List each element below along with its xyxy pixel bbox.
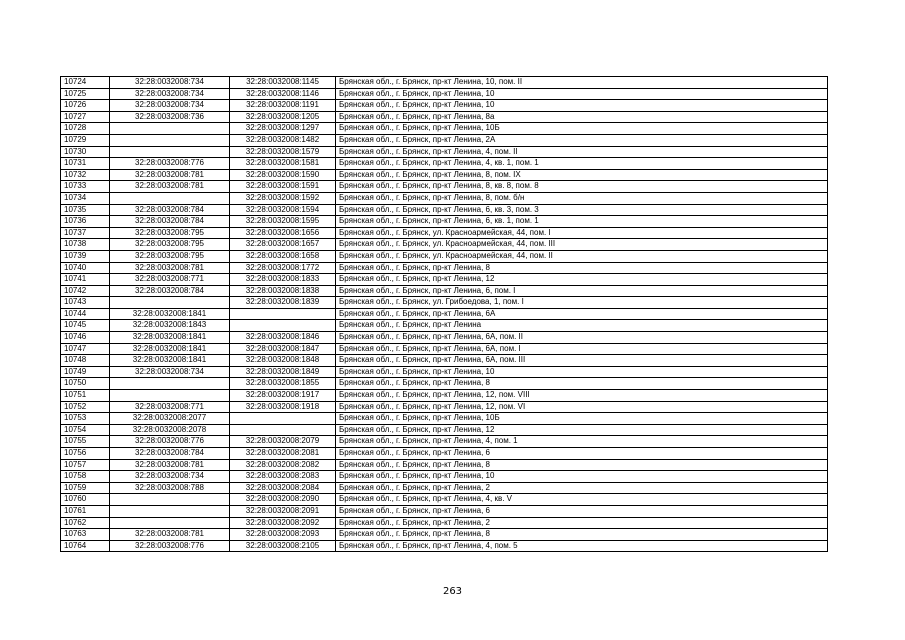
address-cell: Брянская обл., г. Брянск, пр-кт Ленина, 8 [336, 262, 828, 274]
parcel-number-cell: 32:28:0032008:781 [110, 169, 230, 181]
parcel-number-cell: 32:28:0032008:1843 [110, 320, 230, 332]
address-cell: Брянская обл., г. Брянск, пр-кт Ленина, 12 [336, 424, 828, 436]
table-row [61, 227, 828, 239]
object-number-cell [230, 413, 336, 425]
table-row [61, 401, 828, 413]
parcel-number-cell: 32:28:0032008:1841 [110, 355, 230, 367]
object-number-cell: 32:28:0032008:1594 [230, 204, 336, 216]
parcel-number-cell: 32:28:0032008:784 [110, 448, 230, 460]
address-cell: Брянская обл., г. Брянск, пр-кт Ленина, 10 [336, 366, 828, 378]
table-row [61, 459, 828, 471]
parcel-number-cell: 32:28:0032008:795 [110, 239, 230, 251]
registry-table [60, 76, 828, 552]
row-number-cell: 10761 [61, 505, 110, 517]
address-cell: Брянская обл., г. Брянск, пр-кт Ленина, 4, кв. V [336, 494, 828, 506]
table-row [61, 250, 828, 262]
row-number-cell: 10762 [61, 517, 110, 529]
parcel-number-cell: 32:28:0032008:776 [110, 436, 230, 448]
registry-table-body [61, 77, 828, 552]
row-number-cell: 10749 [61, 366, 110, 378]
table-row [61, 378, 828, 390]
parcel-number-cell [110, 494, 230, 506]
table-row [61, 343, 828, 355]
address-cell: Брянская обл., г. Брянск, пр-кт Ленина, 10 [336, 100, 828, 112]
table-row [61, 262, 828, 274]
address-cell: Брянская обл., г. Брянск, пр-кт Ленина, 8 [336, 529, 828, 541]
row-number-cell: 10757 [61, 459, 110, 471]
row-number-cell: 10746 [61, 332, 110, 344]
address-cell: Брянская обл., г. Брянск, пр-кт Ленина, 8, кв. 8, пом. 8 [336, 181, 828, 193]
table-row [61, 320, 828, 332]
parcel-number-cell: 32:28:0032008:784 [110, 285, 230, 297]
table-row [61, 297, 828, 309]
row-number-cell: 10736 [61, 216, 110, 228]
table-row [61, 192, 828, 204]
parcel-number-cell [110, 192, 230, 204]
object-number-cell: 32:28:0032008:1772 [230, 262, 336, 274]
object-number-cell: 32:28:0032008:1205 [230, 111, 336, 123]
address-cell: Брянская обл., г. Брянск, ул. Красноармейская, 44, пом. III [336, 239, 828, 251]
parcel-number-cell: 32:28:0032008:781 [110, 459, 230, 471]
object-number-cell [230, 424, 336, 436]
row-number-cell: 10737 [61, 227, 110, 239]
object-number-cell: 32:28:0032008:1591 [230, 181, 336, 193]
address-cell: Брянская обл., г. Брянск, пр-кт Ленина, 6, пом. I [336, 285, 828, 297]
table-row [61, 274, 828, 286]
address-cell: Брянская обл., г. Брянск, пр-кт Ленина, 4, кв. 1, пом. 1 [336, 158, 828, 170]
address-cell: Брянская обл., г. Брянск, пр-кт Ленина [336, 320, 828, 332]
table-row [61, 540, 828, 552]
parcel-number-cell: 32:28:0032008:734 [110, 88, 230, 100]
address-cell: Брянская обл., г. Брянск, пр-кт Ленина, 4, пом. 1 [336, 436, 828, 448]
object-number-cell: 32:28:0032008:1658 [230, 250, 336, 262]
table-row [61, 77, 828, 89]
parcel-number-cell: 32:28:0032008:1841 [110, 332, 230, 344]
address-cell: Брянская обл., г. Брянск, пр-кт Ленина, 8, пом. б/н [336, 192, 828, 204]
table-row [61, 204, 828, 216]
table-row [61, 517, 828, 529]
parcel-number-cell: 32:28:0032008:1841 [110, 308, 230, 320]
row-number-cell: 10756 [61, 448, 110, 460]
object-number-cell: 32:28:0032008:1595 [230, 216, 336, 228]
object-number-cell: 32:28:0032008:1590 [230, 169, 336, 181]
address-cell: Брянская обл., г. Брянск, пр-кт Ленина, 10 [336, 88, 828, 100]
object-number-cell: 32:28:0032008:1846 [230, 332, 336, 344]
object-number-cell: 32:28:0032008:1917 [230, 390, 336, 402]
table-row [61, 390, 828, 402]
row-number-cell: 10735 [61, 204, 110, 216]
table-row [61, 216, 828, 228]
address-cell: Брянская обл., г. Брянск, пр-кт Ленина, 10 [336, 471, 828, 483]
table-row [61, 332, 828, 344]
parcel-number-cell: 32:28:0032008:784 [110, 204, 230, 216]
address-cell: Брянская обл., г. Брянск, пр-кт Ленина, 8 [336, 459, 828, 471]
row-number-cell: 10748 [61, 355, 110, 367]
object-number-cell: 32:28:0032008:2090 [230, 494, 336, 506]
parcel-number-cell: 32:28:0032008:784 [110, 216, 230, 228]
address-cell: Брянская обл., г. Брянск, ул. Красноармейская, 44, пом. I [336, 227, 828, 239]
row-number-cell: 10764 [61, 540, 110, 552]
row-number-cell: 10750 [61, 378, 110, 390]
address-cell: Брянская обл., г. Брянск, пр-кт Ленина, 2 [336, 517, 828, 529]
table-row [61, 88, 828, 100]
object-number-cell: 32:28:0032008:1839 [230, 297, 336, 309]
parcel-number-cell: 32:28:0032008:1841 [110, 343, 230, 355]
table-row [61, 100, 828, 112]
address-cell: Брянская обл., г. Брянск, пр-кт Ленина, 8а [336, 111, 828, 123]
address-cell: Брянская обл., г. Брянск, пр-кт Ленина, 12 [336, 274, 828, 286]
row-number-cell: 10727 [61, 111, 110, 123]
address-cell: Брянская обл., г. Брянск, пр-кт Ленина, 6 [336, 505, 828, 517]
address-cell: Брянская обл., г. Брянск, ул. Грибоедова, 1, пом. I [336, 297, 828, 309]
table-row [61, 436, 828, 448]
object-number-cell: 32:28:0032008:1847 [230, 343, 336, 355]
address-cell: Брянская обл., г. Брянск, пр-кт Ленина, 12, пом. VIII [336, 390, 828, 402]
object-number-cell: 32:28:0032008:1581 [230, 158, 336, 170]
parcel-number-cell [110, 297, 230, 309]
row-number-cell: 10731 [61, 158, 110, 170]
row-number-cell: 10745 [61, 320, 110, 332]
table-row [61, 146, 828, 158]
row-number-cell: 10744 [61, 308, 110, 320]
parcel-number-cell: 32:28:0032008:795 [110, 227, 230, 239]
row-number-cell: 10725 [61, 88, 110, 100]
row-number-cell: 10726 [61, 100, 110, 112]
parcel-number-cell: 32:28:0032008:736 [110, 111, 230, 123]
parcel-number-cell: 32:28:0032008:734 [110, 366, 230, 378]
object-number-cell: 32:28:0032008:1592 [230, 192, 336, 204]
parcel-number-cell: 32:28:0032008:734 [110, 77, 230, 89]
address-cell: Брянская обл., г. Брянск, пр-кт Ленина, 6, кв. 1, пом. 1 [336, 216, 828, 228]
address-cell: Брянская обл., г. Брянск, пр-кт Ленина, 10Б [336, 123, 828, 135]
table-row [61, 111, 828, 123]
table-row [61, 494, 828, 506]
parcel-number-cell [110, 390, 230, 402]
object-number-cell: 32:28:0032008:2083 [230, 471, 336, 483]
row-number-cell: 10733 [61, 181, 110, 193]
table-row [61, 424, 828, 436]
row-number-cell: 10729 [61, 134, 110, 146]
parcel-number-cell [110, 134, 230, 146]
address-cell: Брянская обл., г. Брянск, пр-кт Ленина, 10, пом. II [336, 77, 828, 89]
address-cell: Брянская обл., г. Брянск, ул. Красноармейская, 44, пом. II [336, 250, 828, 262]
object-number-cell: 32:28:0032008:1849 [230, 366, 336, 378]
row-number-cell: 10741 [61, 274, 110, 286]
object-number-cell: 32:28:0032008:2081 [230, 448, 336, 460]
object-number-cell: 32:28:0032008:1848 [230, 355, 336, 367]
address-cell: Брянская обл., г. Брянск, пр-кт Ленина, 4, пом. 5 [336, 540, 828, 552]
object-number-cell [230, 308, 336, 320]
object-number-cell: 32:28:0032008:1657 [230, 239, 336, 251]
address-cell: Брянская обл., г. Брянск, пр-кт Ленина, 12, пом. VI [336, 401, 828, 413]
row-number-cell: 10759 [61, 482, 110, 494]
parcel-number-cell: 32:28:0032008:2078 [110, 424, 230, 436]
address-cell: Брянская обл., г. Брянск, пр-кт Ленина, 8, пом. IX [336, 169, 828, 181]
table-row [61, 529, 828, 541]
table-row [61, 413, 828, 425]
parcel-number-cell [110, 517, 230, 529]
parcel-number-cell: 32:28:0032008:734 [110, 100, 230, 112]
object-number-cell: 32:28:0032008:1145 [230, 77, 336, 89]
object-number-cell: 32:28:0032008:2084 [230, 482, 336, 494]
parcel-number-cell: 32:28:0032008:781 [110, 181, 230, 193]
table-row [61, 482, 828, 494]
parcel-number-cell: 32:28:0032008:781 [110, 262, 230, 274]
address-cell: Брянская обл., г. Брянск, пр-кт Ленина, 4, пом. II [336, 146, 828, 158]
object-number-cell: 32:28:0032008:1482 [230, 134, 336, 146]
row-number-cell: 10754 [61, 424, 110, 436]
address-cell: Брянская обл., г. Брянск, пр-кт Ленина, 6 [336, 448, 828, 460]
address-cell: Брянская обл., г. Брянск, пр-кт Ленина, 6А, пом. I [336, 343, 828, 355]
address-cell: Брянская обл., г. Брянск, пр-кт Ленина, 8 [336, 378, 828, 390]
parcel-number-cell: 32:28:0032008:781 [110, 529, 230, 541]
page-number: 263 [442, 586, 463, 597]
table-row [61, 181, 828, 193]
row-number-cell: 10751 [61, 390, 110, 402]
table-row [61, 355, 828, 367]
table-row [61, 123, 828, 135]
parcel-number-cell [110, 505, 230, 517]
row-number-cell: 10758 [61, 471, 110, 483]
address-cell: Брянская обл., г. Брянск, пр-кт Ленина, 6А, пом. II [336, 332, 828, 344]
parcel-number-cell: 32:28:0032008:734 [110, 471, 230, 483]
row-number-cell: 10742 [61, 285, 110, 297]
parcel-number-cell: 32:28:0032008:771 [110, 401, 230, 413]
row-number-cell: 10747 [61, 343, 110, 355]
object-number-cell: 32:28:0032008:2091 [230, 505, 336, 517]
object-number-cell: 32:28:0032008:1579 [230, 146, 336, 158]
row-number-cell: 10734 [61, 192, 110, 204]
object-number-cell: 32:28:0032008:1656 [230, 227, 336, 239]
table-row [61, 366, 828, 378]
address-cell: Брянская обл., г. Брянск, пр-кт Ленина, 6А, пом. III [336, 355, 828, 367]
row-number-cell: 10755 [61, 436, 110, 448]
row-number-cell: 10740 [61, 262, 110, 274]
table-row [61, 239, 828, 251]
object-number-cell: 32:28:0032008:1855 [230, 378, 336, 390]
row-number-cell: 10760 [61, 494, 110, 506]
object-number-cell: 32:28:0032008:2079 [230, 436, 336, 448]
table-row [61, 308, 828, 320]
table-row [61, 169, 828, 181]
object-number-cell: 32:28:0032008:2093 [230, 529, 336, 541]
table-row [61, 134, 828, 146]
row-number-cell: 10728 [61, 123, 110, 135]
row-number-cell: 10753 [61, 413, 110, 425]
object-number-cell: 32:28:0032008:2092 [230, 517, 336, 529]
object-number-cell [230, 320, 336, 332]
parcel-number-cell: 32:28:0032008:776 [110, 540, 230, 552]
table-row [61, 448, 828, 460]
row-number-cell: 10738 [61, 239, 110, 251]
object-number-cell: 32:28:0032008:1838 [230, 285, 336, 297]
object-number-cell: 32:28:0032008:2105 [230, 540, 336, 552]
address-cell: Брянская обл., г. Брянск, пр-кт Ленина, 2 [336, 482, 828, 494]
parcel-number-cell: 32:28:0032008:771 [110, 274, 230, 286]
row-number-cell: 10724 [61, 77, 110, 89]
address-cell: Брянская обл., г. Брянск, пр-кт Ленина, 10Б [336, 413, 828, 425]
object-number-cell: 32:28:0032008:1191 [230, 100, 336, 112]
object-number-cell: 32:28:0032008:1833 [230, 274, 336, 286]
table-row [61, 505, 828, 517]
row-number-cell: 10743 [61, 297, 110, 309]
parcel-number-cell [110, 146, 230, 158]
row-number-cell: 10730 [61, 146, 110, 158]
row-number-cell: 10732 [61, 169, 110, 181]
parcel-number-cell [110, 378, 230, 390]
address-cell: Брянская обл., г. Брянск, пр-кт Ленина, 6, кв. 3, пом. 3 [336, 204, 828, 216]
row-number-cell: 10739 [61, 250, 110, 262]
parcel-number-cell [110, 123, 230, 135]
address-cell: Брянская обл., г. Брянск, пр-кт Ленина, 2А [336, 134, 828, 146]
table-row [61, 471, 828, 483]
address-cell: Брянская обл., г. Брянск, пр-кт Ленина, 6А [336, 308, 828, 320]
parcel-number-cell: 32:28:0032008:2077 [110, 413, 230, 425]
object-number-cell: 32:28:0032008:1297 [230, 123, 336, 135]
parcel-number-cell: 32:28:0032008:776 [110, 158, 230, 170]
parcel-number-cell: 32:28:0032008:795 [110, 250, 230, 262]
object-number-cell: 32:28:0032008:1146 [230, 88, 336, 100]
table-row [61, 285, 828, 297]
object-number-cell: 32:28:0032008:2082 [230, 459, 336, 471]
table-row [61, 158, 828, 170]
parcel-number-cell: 32:28:0032008:788 [110, 482, 230, 494]
row-number-cell: 10763 [61, 529, 110, 541]
row-number-cell: 10752 [61, 401, 110, 413]
object-number-cell: 32:28:0032008:1918 [230, 401, 336, 413]
